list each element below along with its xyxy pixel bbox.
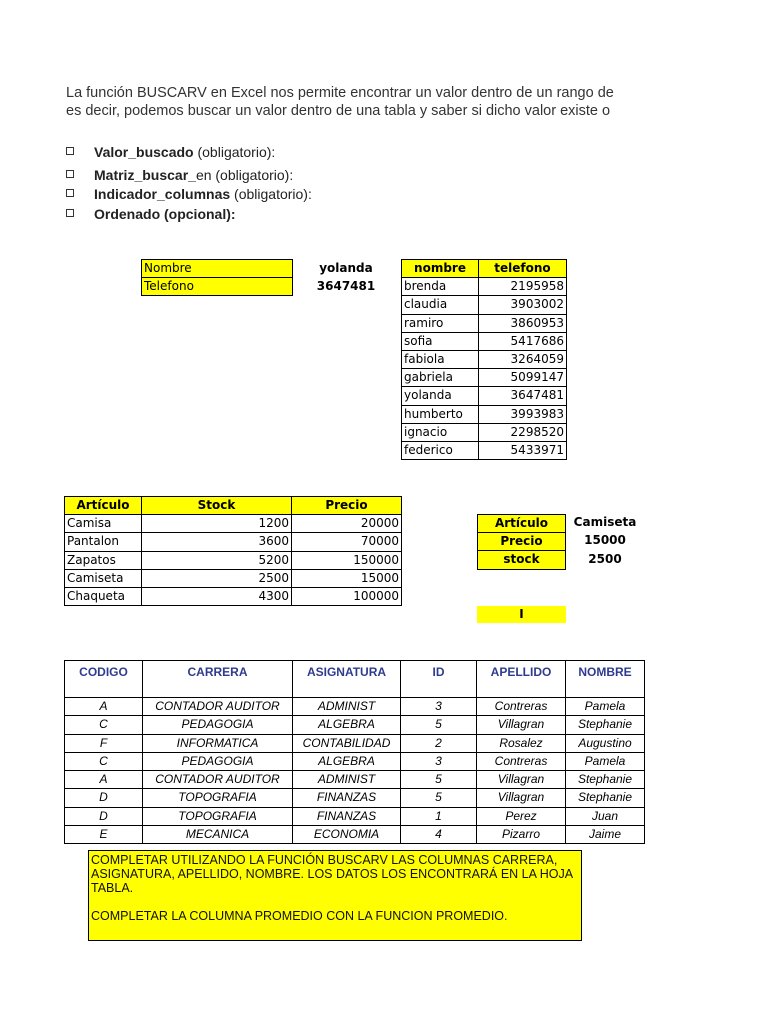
surname-cell[interactable]: Villagran bbox=[477, 716, 566, 734]
subject-cell[interactable]: CONTABILIDAD bbox=[293, 734, 401, 752]
phones-table bbox=[401, 259, 567, 460]
header-cell[interactable]: CARRERA bbox=[143, 661, 293, 698]
bullet-square-icon bbox=[66, 147, 74, 155]
param-note: (obligatorio): bbox=[193, 144, 276, 160]
table-row bbox=[402, 442, 567, 460]
surname-cell[interactable]: Perez bbox=[477, 807, 566, 825]
param-item bbox=[66, 167, 293, 183]
articles-table bbox=[64, 496, 402, 606]
id-cell[interactable]: 1 bbox=[401, 807, 477, 825]
table-row bbox=[65, 826, 645, 844]
header-cell[interactable]: NOMBRE bbox=[566, 661, 645, 698]
param-name: Ordenado (opcional): bbox=[94, 206, 236, 222]
career-cell[interactable]: MECANICA bbox=[143, 826, 293, 844]
lookup-value-name[interactable]: yolanda bbox=[319, 261, 373, 275]
table-row bbox=[65, 569, 402, 587]
header-cell[interactable]: CODIGO bbox=[65, 661, 143, 698]
table-row bbox=[402, 314, 567, 332]
phone-cell[interactable]: 3903002 bbox=[479, 296, 567, 314]
code-cell[interactable]: D bbox=[65, 807, 143, 825]
price-cell[interactable]: 150000 bbox=[292, 551, 402, 569]
header-cell[interactable]: Artículo bbox=[65, 497, 142, 515]
career-cell[interactable]: PEDAGOGIA bbox=[143, 752, 293, 770]
header-cell[interactable]: ID bbox=[401, 661, 477, 698]
table-row bbox=[65, 698, 645, 716]
phone-cell[interactable]: 5433971 bbox=[479, 442, 567, 460]
param-note: en (obligatorio): bbox=[195, 167, 294, 183]
phone-cell[interactable]: 2298520 bbox=[479, 423, 567, 441]
code-cell[interactable]: A bbox=[65, 771, 143, 789]
param-note: (obligatorio): bbox=[230, 186, 312, 202]
lookup-value[interactable]: 2500 bbox=[588, 551, 622, 566]
table-row bbox=[65, 515, 402, 533]
phone-cell[interactable]: 3860953 bbox=[479, 314, 567, 332]
career-cell[interactable]: TOPOGRAFIA bbox=[143, 789, 293, 807]
name-cell[interactable]: sofia bbox=[402, 332, 479, 350]
name-cell[interactable]: federico bbox=[402, 442, 479, 460]
intro-line-1: La función BUSCARV en Excel nos permite encontrar un valor dentro de un rango de bbox=[66, 85, 614, 101]
surname-cell[interactable]: Villagran bbox=[477, 771, 566, 789]
subject-cell[interactable]: ALGEBRA bbox=[293, 752, 401, 770]
param-item bbox=[66, 206, 236, 222]
firstname-cell[interactable]: Jaime bbox=[566, 826, 645, 844]
table-row bbox=[65, 789, 645, 807]
name-cell[interactable]: humberto bbox=[402, 405, 479, 423]
instructions-note bbox=[88, 850, 582, 941]
lookup-article-table bbox=[477, 514, 566, 570]
id-cell[interactable]: 3 bbox=[401, 698, 477, 716]
stock-cell[interactable]: 4300 bbox=[142, 588, 292, 606]
lookup-value[interactable]: 15000 bbox=[584, 533, 626, 548]
table-row bbox=[65, 533, 402, 551]
header-cell[interactable]: telefono bbox=[479, 260, 567, 278]
phone-cell[interactable]: 3993983 bbox=[479, 405, 567, 423]
career-cell[interactable]: TOPOGRAFIA bbox=[143, 807, 293, 825]
header-cell[interactable]: nombre bbox=[402, 260, 479, 278]
table-row bbox=[402, 369, 567, 387]
article-cell[interactable]: Pantalon bbox=[65, 533, 142, 551]
table-row bbox=[402, 351, 567, 369]
intro-line-2: es decir, podemos buscar un valor dentro de una tabla y saber si dicho valor existe o bbox=[66, 103, 611, 119]
subject-cell[interactable]: ECONOMIA bbox=[293, 826, 401, 844]
param-name: Indicador_columnas bbox=[94, 186, 231, 202]
table-row bbox=[478, 515, 566, 533]
phone-cell[interactable]: 3647481 bbox=[479, 387, 567, 405]
lookup-label-cell[interactable]: Telefono bbox=[142, 278, 293, 296]
phone-cell[interactable]: 3264059 bbox=[479, 351, 567, 369]
name-cell[interactable]: yolanda bbox=[402, 387, 479, 405]
lookup-extra-cell[interactable]: I bbox=[477, 606, 566, 623]
subject-cell[interactable]: ADMINIST bbox=[293, 698, 401, 716]
table-row bbox=[65, 752, 645, 770]
surname-cell[interactable]: Contreras bbox=[477, 698, 566, 716]
table-row bbox=[65, 807, 645, 825]
firstname-cell[interactable]: Augustino bbox=[566, 734, 645, 752]
bullet-square-icon bbox=[66, 189, 74, 197]
phone-cell[interactable]: 5417686 bbox=[479, 332, 567, 350]
param-item bbox=[66, 186, 312, 202]
header-cell[interactable]: ASIGNATURA bbox=[293, 661, 401, 698]
code-cell[interactable]: E bbox=[65, 826, 143, 844]
name-cell[interactable]: fabiola bbox=[402, 351, 479, 369]
career-cell[interactable]: CONTADOR AUDITOR bbox=[143, 771, 293, 789]
stock-cell[interactable]: 1200 bbox=[142, 515, 292, 533]
courses-table bbox=[64, 660, 645, 844]
table-row bbox=[478, 533, 566, 551]
lookup-label-cell[interactable]: Nombre bbox=[142, 260, 293, 278]
code-cell[interactable]: C bbox=[65, 752, 143, 770]
table-row bbox=[402, 296, 567, 314]
firstname-cell[interactable]: Pamela bbox=[566, 752, 645, 770]
code-cell[interactable]: D bbox=[65, 789, 143, 807]
firstname-cell[interactable]: Juan bbox=[566, 807, 645, 825]
table-row bbox=[402, 423, 567, 441]
code-cell[interactable]: F bbox=[65, 734, 143, 752]
stock-cell[interactable]: 5200 bbox=[142, 551, 292, 569]
table-row bbox=[65, 588, 402, 606]
name-cell[interactable]: ignacio bbox=[402, 423, 479, 441]
firstname-cell[interactable]: Pamela bbox=[566, 698, 645, 716]
subject-cell[interactable]: FINANZAS bbox=[293, 807, 401, 825]
subject-cell[interactable]: ADMINIST bbox=[293, 771, 401, 789]
table-row bbox=[402, 278, 567, 296]
header-cell[interactable]: Stock bbox=[142, 497, 292, 515]
subject-cell[interactable]: FINANZAS bbox=[293, 789, 401, 807]
param-name: Matriz_buscar_ bbox=[94, 167, 196, 183]
table-row bbox=[65, 551, 402, 569]
bullet-square-icon bbox=[66, 170, 74, 178]
id-cell[interactable]: 5 bbox=[401, 771, 477, 789]
table-row bbox=[402, 405, 567, 423]
code-cell[interactable]: A bbox=[65, 698, 143, 716]
table-row bbox=[478, 551, 566, 569]
name-cell[interactable]: gabriela bbox=[402, 369, 479, 387]
price-cell[interactable]: 100000 bbox=[292, 588, 402, 606]
article-cell[interactable]: Chaqueta bbox=[65, 588, 142, 606]
table-row bbox=[65, 716, 645, 734]
table-row bbox=[65, 734, 645, 752]
stock-cell[interactable]: 3600 bbox=[142, 533, 292, 551]
phone-cell[interactable]: 2195958 bbox=[479, 278, 567, 296]
id-cell[interactable]: 2 bbox=[401, 734, 477, 752]
firstname-cell[interactable]: Stephanie bbox=[566, 789, 645, 807]
table-row bbox=[65, 771, 645, 789]
subject-cell[interactable]: ALGEBRA bbox=[293, 716, 401, 734]
header-cell[interactable]: Precio bbox=[292, 497, 402, 515]
table-row bbox=[402, 387, 567, 405]
id-cell[interactable]: 4 bbox=[401, 826, 477, 844]
id-cell[interactable]: 3 bbox=[401, 752, 477, 770]
param-name: Valor_buscado bbox=[94, 144, 194, 160]
id-cell[interactable]: 5 bbox=[401, 789, 477, 807]
stock-cell[interactable]: 2500 bbox=[142, 569, 292, 587]
note-paragraph-1: COMPLETAR UTILIZANDO LA FUNCIÓN BUSCARV LAS COLUMNAS CARRERA, ASIGNATURA, APELLIDO, NOMBRE. LOS DATOS LOS ENCONTRARÁ EN LA HOJA TABLA. bbox=[91, 853, 573, 895]
bullet-square-icon bbox=[66, 209, 74, 217]
surname-cell[interactable]: Rosalez bbox=[477, 734, 566, 752]
lookup-name-table bbox=[141, 259, 293, 296]
price-cell[interactable]: 15000 bbox=[292, 569, 402, 587]
lookup-extra-table bbox=[477, 606, 566, 623]
career-cell[interactable]: INFORMATICA bbox=[143, 734, 293, 752]
lookup-label-cell[interactable]: Precio bbox=[478, 533, 566, 551]
name-cell[interactable]: claudia bbox=[402, 296, 479, 314]
firstname-cell[interactable]: Stephanie bbox=[566, 716, 645, 734]
id-cell[interactable]: 5 bbox=[401, 716, 477, 734]
career-cell[interactable]: CONTADOR AUDITOR bbox=[143, 698, 293, 716]
lookup-label-cell[interactable]: Artículo bbox=[478, 515, 566, 533]
table-row bbox=[402, 332, 567, 350]
note-paragraph-2: COMPLETAR LA COLUMNA PROMEDIO CON LA FUNCION PROMEDIO. bbox=[91, 909, 508, 923]
surname-cell[interactable]: Contreras bbox=[477, 752, 566, 770]
code-cell[interactable]: C bbox=[65, 716, 143, 734]
surname-cell[interactable]: Villagran bbox=[477, 789, 566, 807]
article-cell[interactable]: Camiseta bbox=[65, 569, 142, 587]
param-item bbox=[66, 144, 275, 160]
price-cell[interactable]: 70000 bbox=[292, 533, 402, 551]
surname-cell[interactable]: Pizarro bbox=[477, 826, 566, 844]
lookup-value[interactable]: Camiseta bbox=[573, 515, 637, 529]
header-cell[interactable]: APELLIDO bbox=[477, 661, 566, 698]
article-cell[interactable]: Zapatos bbox=[65, 551, 142, 569]
firstname-cell[interactable]: Stephanie bbox=[566, 771, 645, 789]
article-cell[interactable]: Camisa bbox=[65, 515, 142, 533]
name-cell[interactable]: brenda bbox=[402, 278, 479, 296]
price-cell[interactable]: 20000 bbox=[292, 515, 402, 533]
phone-cell[interactable]: 5099147 bbox=[479, 369, 567, 387]
career-cell[interactable]: PEDAGOGIA bbox=[143, 716, 293, 734]
name-cell[interactable]: ramiro bbox=[402, 314, 479, 332]
lookup-label-cell[interactable]: stock bbox=[478, 551, 566, 569]
lookup-value-phone[interactable]: 3647481 bbox=[316, 279, 376, 293]
